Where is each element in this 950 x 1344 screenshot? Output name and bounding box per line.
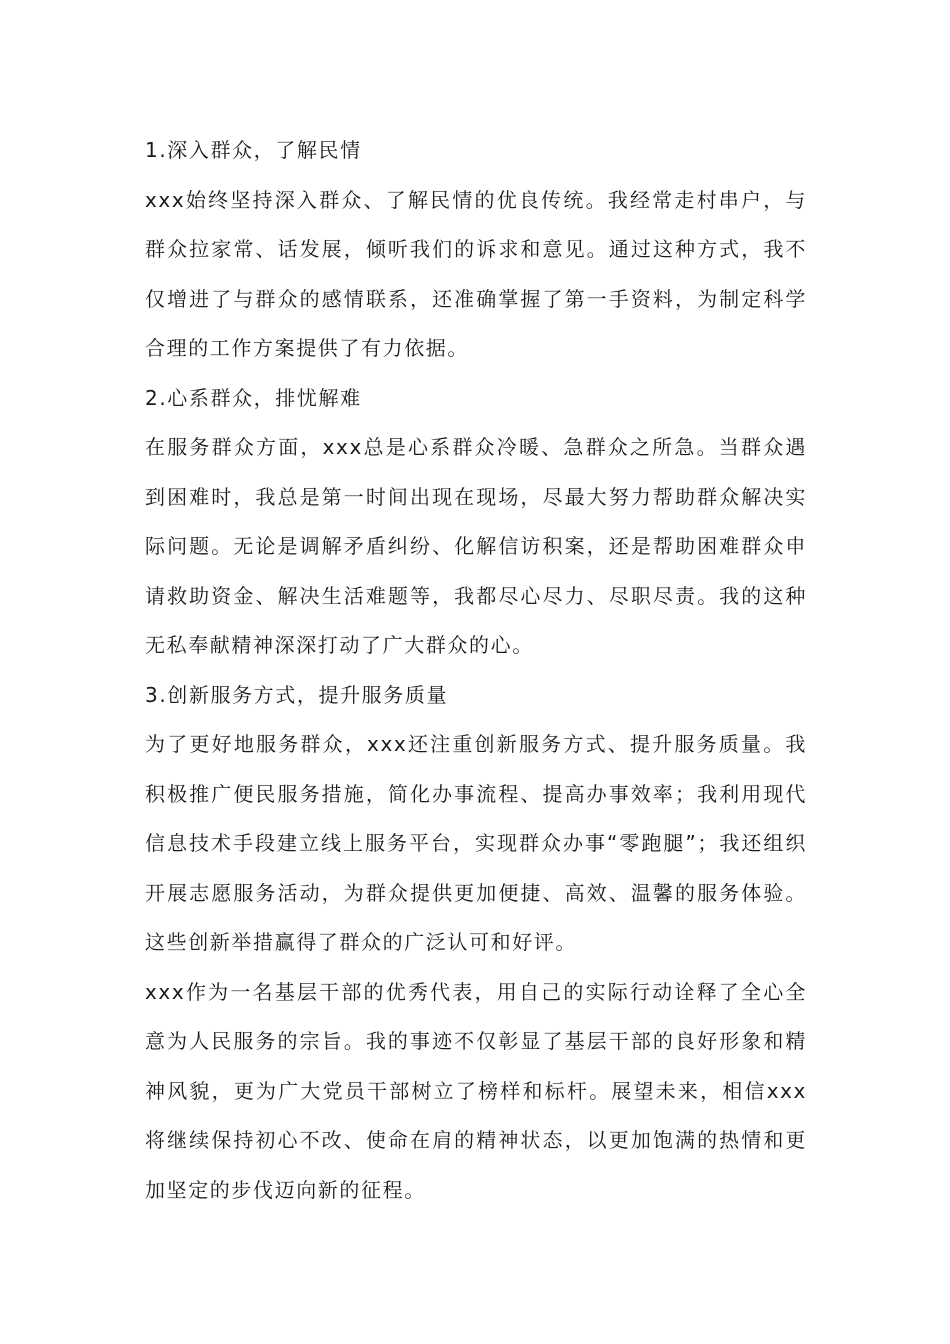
section-body-2: 在服务群众方面，xxx总是心系群众冷暖、急群众之所急。当群众遇到困难时，我总是第一时间出现在现场，尽最大努力帮助群众解决实际问题。无论是调解矛盾纠纷、化解信访积案，还是帮助困难群众申请救助资金、解决生活难题等，我都尽心尽力、尽职尽责。我的这种无私奉献精神深深打动了广大群众的心。 <box>145 435 807 657</box>
section-heading-2: 2.心系群众，排忧解难 <box>145 385 362 410</box>
section-body-3: 为了更好地服务群众，xxx还注重创新服务方式、提升服务质量。我积极推广便民服务措施，简化办事流程、提高办事效率；我利用现代信息技术手段建立线上服务平台，实现群众办事“零跑腿”；我还组织开展志愿服务活动，为群众提供更加便捷、高效、温馨的服务体验。这些创新举措赢得了群众的广泛认可和好评。 <box>145 732 807 954</box>
section-heading-3: 3.创新服务方式，提升服务质量 <box>145 682 449 707</box>
document-page <box>145 126 807 1215</box>
conclusion-paragraph: xxx作为一名基层干部的优秀代表，用自己的实际行动诠释了全心全意为人民服务的宗旨。我的事迹不仅彰显了基层干部的良好形象和精神风貌，更为广大党员干部树立了榜样和标杆。展望未来，相信xxx将继续保持初心不改、使命在肩的精神状态，以更加饱满的热情和更加坚定的步伐迈向新的征程。 <box>145 979 807 1202</box>
section-body-1: xxx始终坚持深入群众、了解民情的优良传统。我经常走村串户，与群众拉家常、话发展，倾听我们的诉求和意见。通过这种方式，我不仅增进了与群众的感情联系，还准确掌握了第一手资料，为制定科学合理的工作方案提供了有力依据。 <box>145 187 807 360</box>
section-heading-1: 1.深入群众，了解民情 <box>145 138 362 162</box>
